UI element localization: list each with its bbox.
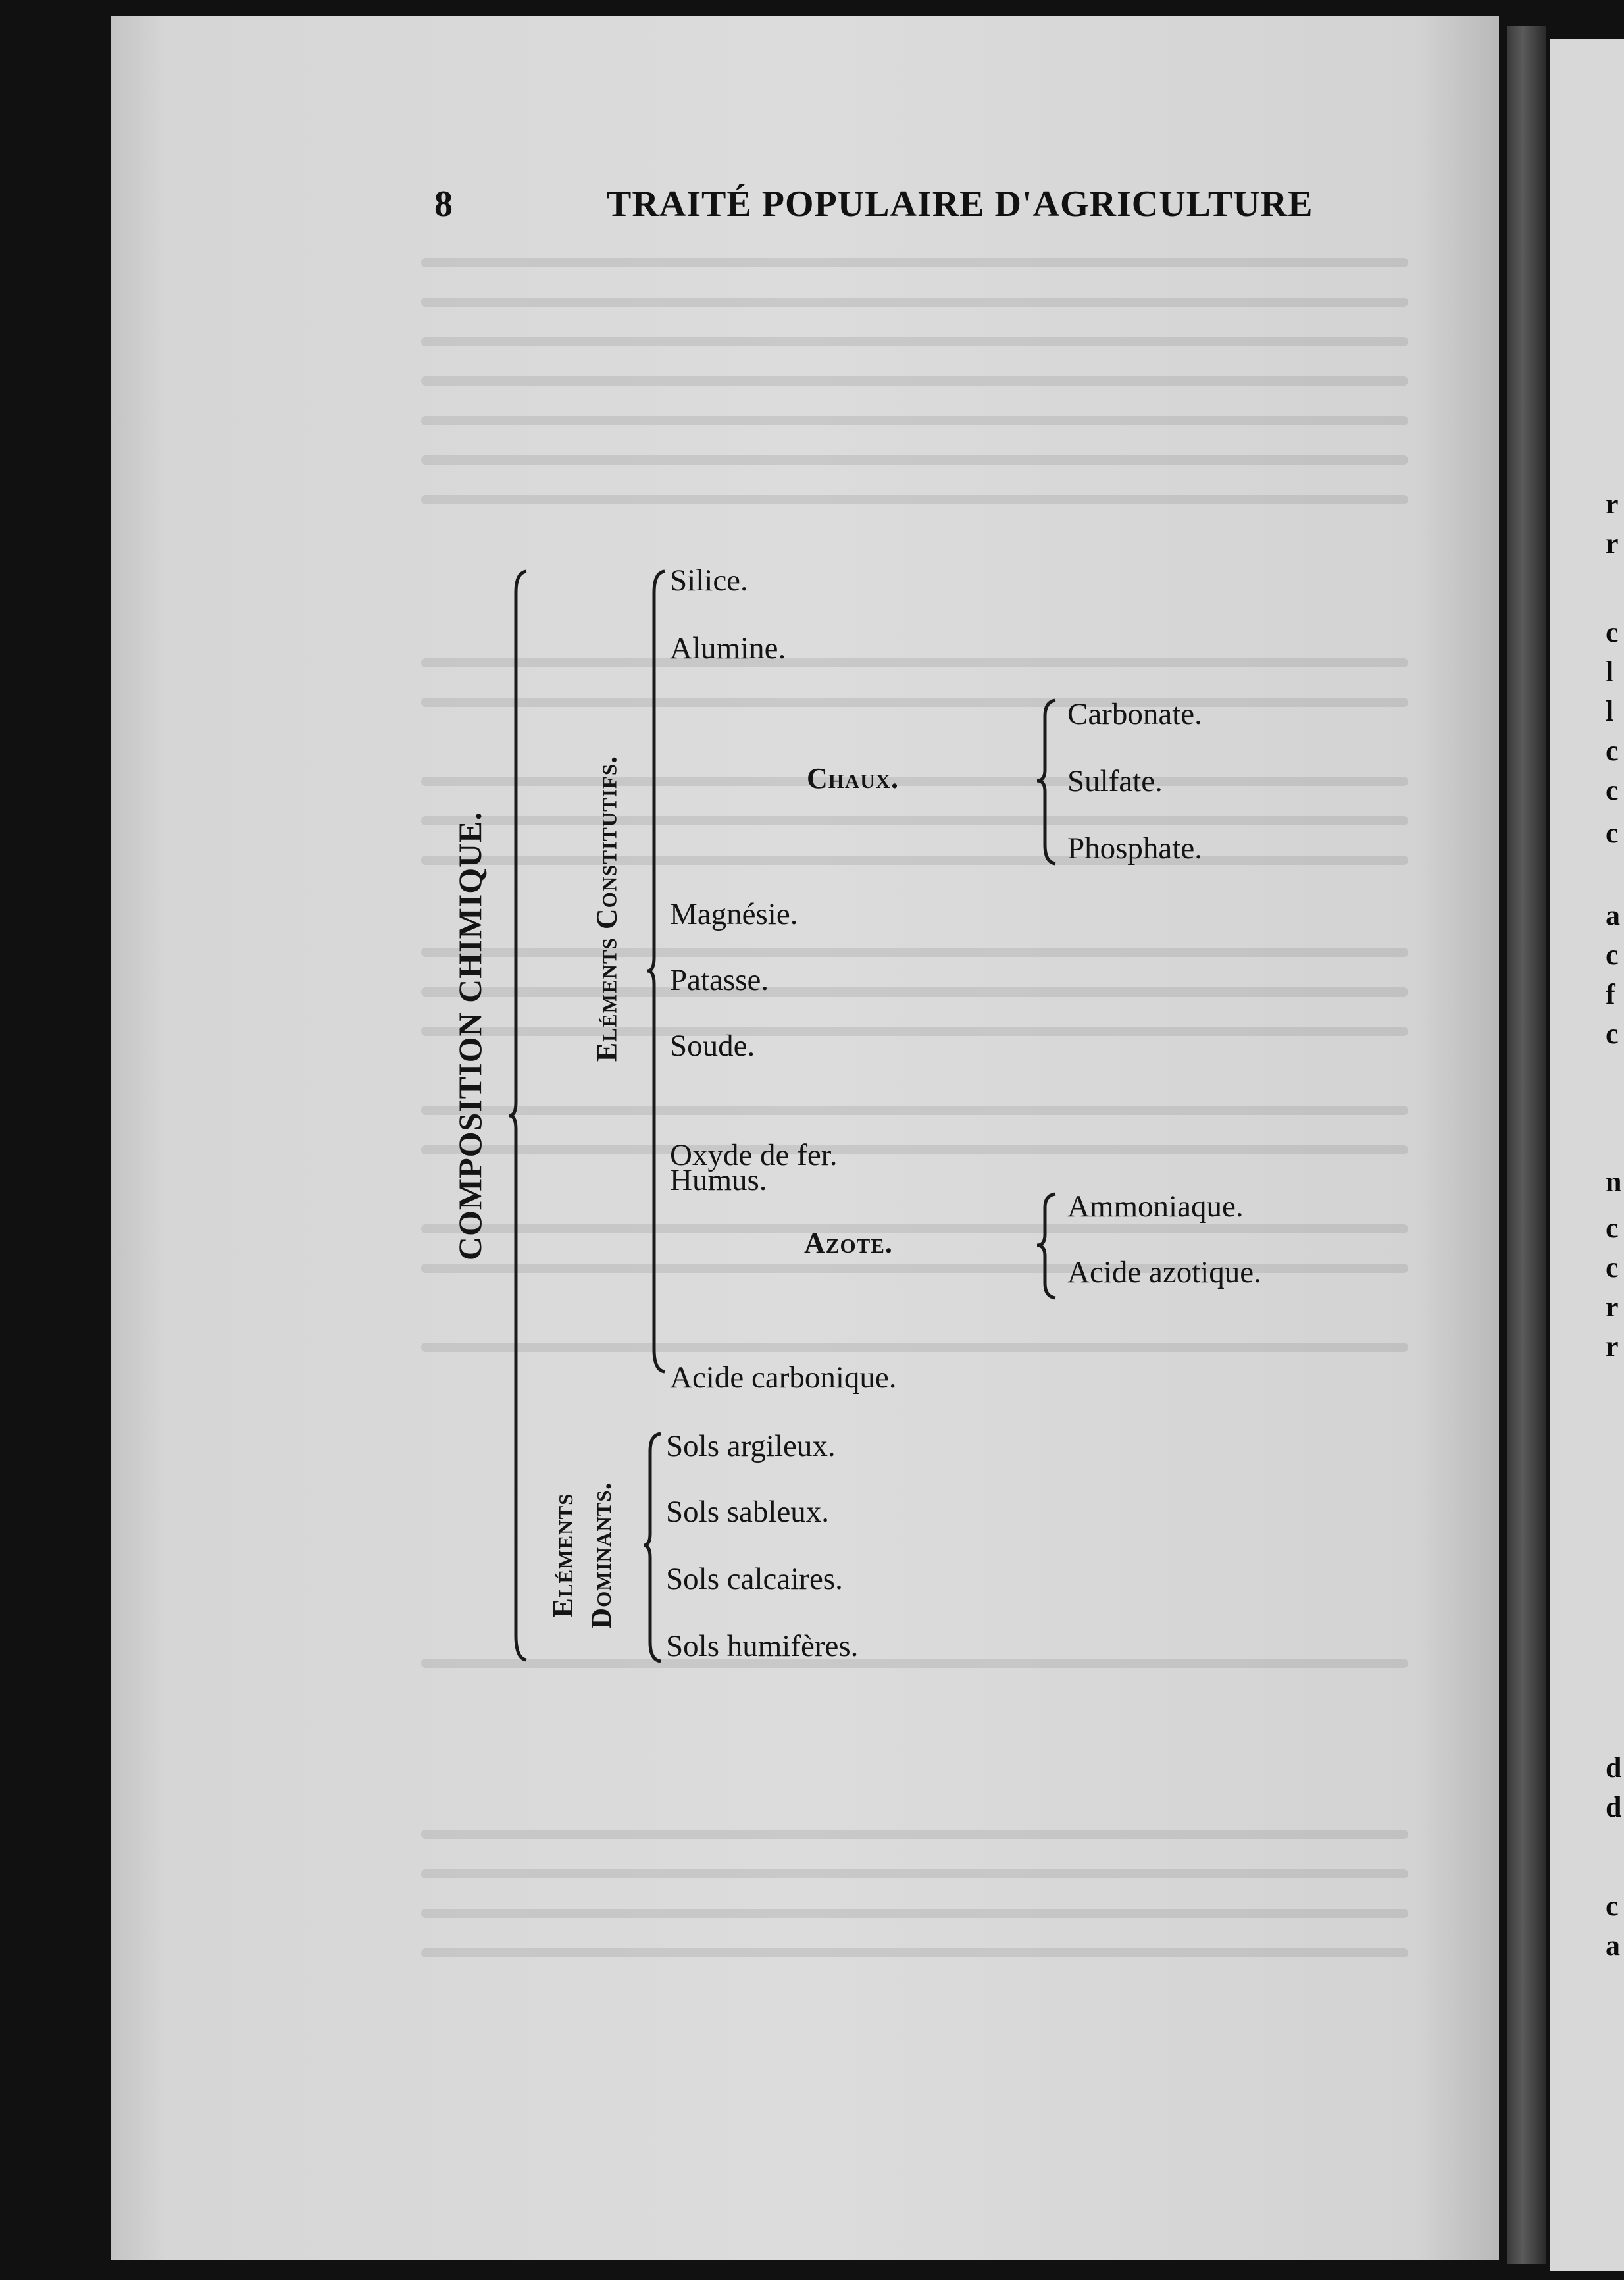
item-silice: Silice.: [670, 563, 748, 598]
item-patasse: Patasse.: [670, 963, 769, 997]
item-sols-sableux: Sols sableux.: [666, 1495, 830, 1529]
bleed-through-line: [421, 298, 1408, 307]
item-acide-carbonique: Acide carbonique.: [670, 1360, 897, 1395]
item-oxyde-de-fer: Oxyde de fer.: [670, 1138, 838, 1172]
main-bracket: [507, 566, 533, 1665]
bleed-through-line: [421, 337, 1408, 346]
item-sols-argileux: Sols argileux.: [666, 1429, 836, 1463]
item-sulfate: Sulfate.: [1067, 764, 1163, 798]
facing-page-letter: a: [1606, 1929, 1620, 1961]
bleed-through-line: [421, 1830, 1408, 1839]
facing-page-letter: r: [1606, 488, 1619, 520]
elements-constitutifs-text: Eléments Constitutifs.: [590, 755, 623, 1062]
item-magnesie: Magnésie.: [670, 897, 798, 931]
facing-page-letter: c: [1606, 735, 1619, 767]
item-soude: Soude.: [670, 1029, 755, 1063]
bleed-through-line: [421, 376, 1408, 386]
bleed-through-line: [421, 698, 1408, 707]
bleed-through-line: [421, 1106, 1408, 1115]
bleed-through-line: [421, 816, 1408, 825]
item-humus: Humus.: [670, 1163, 767, 1197]
facing-page-letter: r: [1606, 1330, 1619, 1362]
item-ammoniaque: Ammoniaque.: [1067, 1189, 1244, 1224]
constitutifs-bracket: [645, 566, 671, 1376]
item-phosphate: Phosphate.: [1067, 831, 1202, 866]
item-carbonate: Carbonate.: [1067, 697, 1202, 731]
bleed-through-line: [421, 1224, 1408, 1233]
facing-page-letter: r: [1606, 527, 1619, 559]
item-azote: Azote.: [804, 1227, 893, 1259]
book-spine: [1507, 26, 1546, 2264]
bleed-through-line: [421, 1145, 1408, 1154]
item-sols-humiferes: Sols humifères.: [666, 1629, 859, 1663]
facing-page-letter: c: [1606, 1890, 1619, 1922]
facing-page-letter: r: [1606, 1291, 1619, 1323]
bleed-through-line: [421, 658, 1408, 667]
bleed-through-line: [421, 1027, 1408, 1036]
elements-dominants-label: [544, 1447, 621, 1664]
bleed-through-line: [421, 455, 1408, 465]
facing-page-letter: c: [1606, 1212, 1619, 1244]
facing-page-letter: c: [1606, 1018, 1619, 1050]
elements-dominants-line1: Eléments: [547, 1493, 579, 1618]
facing-page-letter: c: [1606, 774, 1619, 806]
bleed-through-line: [421, 416, 1408, 425]
facing-page-letter: n: [1606, 1166, 1622, 1198]
item-alumine: Alumine.: [670, 631, 786, 665]
facing-page-letter: f: [1606, 978, 1615, 1010]
bleed-through-line: [421, 777, 1408, 786]
facing-page-letter: c: [1606, 817, 1619, 849]
item-chaux: Chaux.: [807, 762, 900, 794]
elements-constitutifs-label: [590, 659, 624, 1159]
facing-page-letter: d: [1606, 1751, 1622, 1784]
bleed-through-line: [421, 987, 1408, 997]
facing-page-letter: c: [1606, 1251, 1619, 1283]
elements-dominants-line2: Dominants.: [585, 1482, 617, 1629]
bleed-through-line: [421, 856, 1408, 865]
bleed-through-line: [421, 1869, 1408, 1878]
bleed-through-line: [421, 1948, 1408, 1957]
facing-page-letter: c: [1606, 616, 1619, 648]
azote-bracket: [1034, 1190, 1061, 1301]
bleed-through-line: [421, 495, 1408, 504]
item-sols-calcaires: Sols calcaires.: [666, 1562, 843, 1596]
facing-page-letter: a: [1606, 899, 1620, 931]
bleed-through-line: [421, 1343, 1408, 1352]
bleed-through-line: [421, 258, 1408, 267]
dominants-bracket: [641, 1428, 667, 1665]
bleed-through-line: [421, 948, 1408, 957]
facing-page-letter: d: [1606, 1791, 1622, 1823]
facing-page-letter: c: [1606, 939, 1619, 971]
page-number: 8: [434, 184, 453, 224]
item-acide-azotique: Acide azotique.: [1067, 1255, 1261, 1289]
facing-page-letter: l: [1606, 656, 1614, 688]
bleed-through-line: [421, 1909, 1408, 1918]
chaux-bracket: [1034, 696, 1061, 868]
facing-page-letter: l: [1606, 695, 1614, 727]
composition-chimique-label: COMPOSITION CHIMIQUE.: [451, 811, 488, 1261]
running-title: TRAITÉ POPULAIRE D'AGRICULTURE: [607, 184, 1313, 224]
